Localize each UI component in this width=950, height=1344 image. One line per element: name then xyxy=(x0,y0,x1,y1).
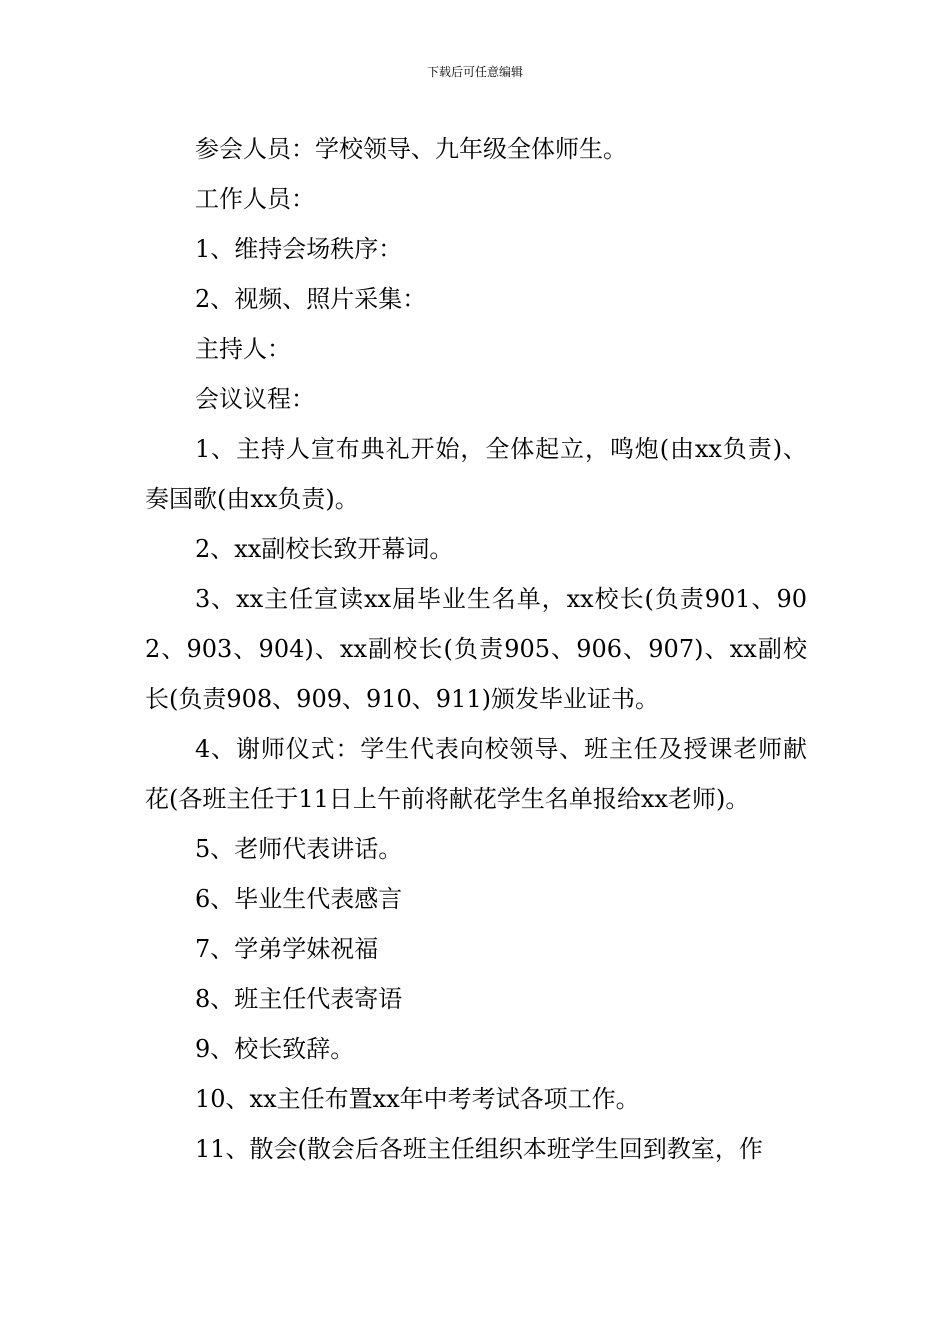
agenda-item-8: 8、班主任代表寄语 xyxy=(195,985,403,1013)
host-line: 主持人： xyxy=(195,335,291,363)
agenda-item-5: 5、老师代表讲话。 xyxy=(195,835,403,863)
agenda-item-1: 1、主持人宣布典礼开始，全体起立，鸣炮(由xx负责)、奏国歌(由xx负责)。 xyxy=(145,435,807,513)
agenda-item-10: 10、xx主任布置xx年中考考试各项工作。 xyxy=(195,1085,640,1113)
staff-item-2: 2、视频、照片采集： xyxy=(195,285,427,313)
staff-item-1: 1、维持会场秩序： xyxy=(195,235,403,263)
page-header: 下载后可任意编辑 xyxy=(426,65,523,79)
agenda-item-4: 4、谢师仪式：学生代表向校领导、班主任及授课老师献花(各班主任于11日上午前将献花学生名单报给xx老师)。 xyxy=(145,735,807,813)
document-body xyxy=(145,124,807,1174)
staff-heading: 工作人员： xyxy=(195,185,315,213)
agenda-item-3: 3、xx主任宣读xx届毕业生名单，xx校长(负责901、902、903、904)、xx副校长(负责905、906、907)、xx副校长(负责908、909、910、911)颁发毕业证书。 xyxy=(145,585,807,713)
agenda-item-6: 6、毕业生代表感言 xyxy=(195,885,403,913)
agenda-heading: 会议议程： xyxy=(195,385,315,413)
agenda-item-2: 2、xx副校长致开幕词。 xyxy=(195,535,454,563)
agenda-item-7: 7、学弟学妹祝福 xyxy=(195,935,379,963)
agenda-item-9: 9、校长致辞。 xyxy=(195,1035,355,1063)
attendees-paragraph: 参会人员：学校领导、九年级全体师生。 xyxy=(195,135,627,163)
agenda-item-11: 11、散会(散会后各班主任组织本班学生回到教室，作 xyxy=(195,1135,763,1163)
